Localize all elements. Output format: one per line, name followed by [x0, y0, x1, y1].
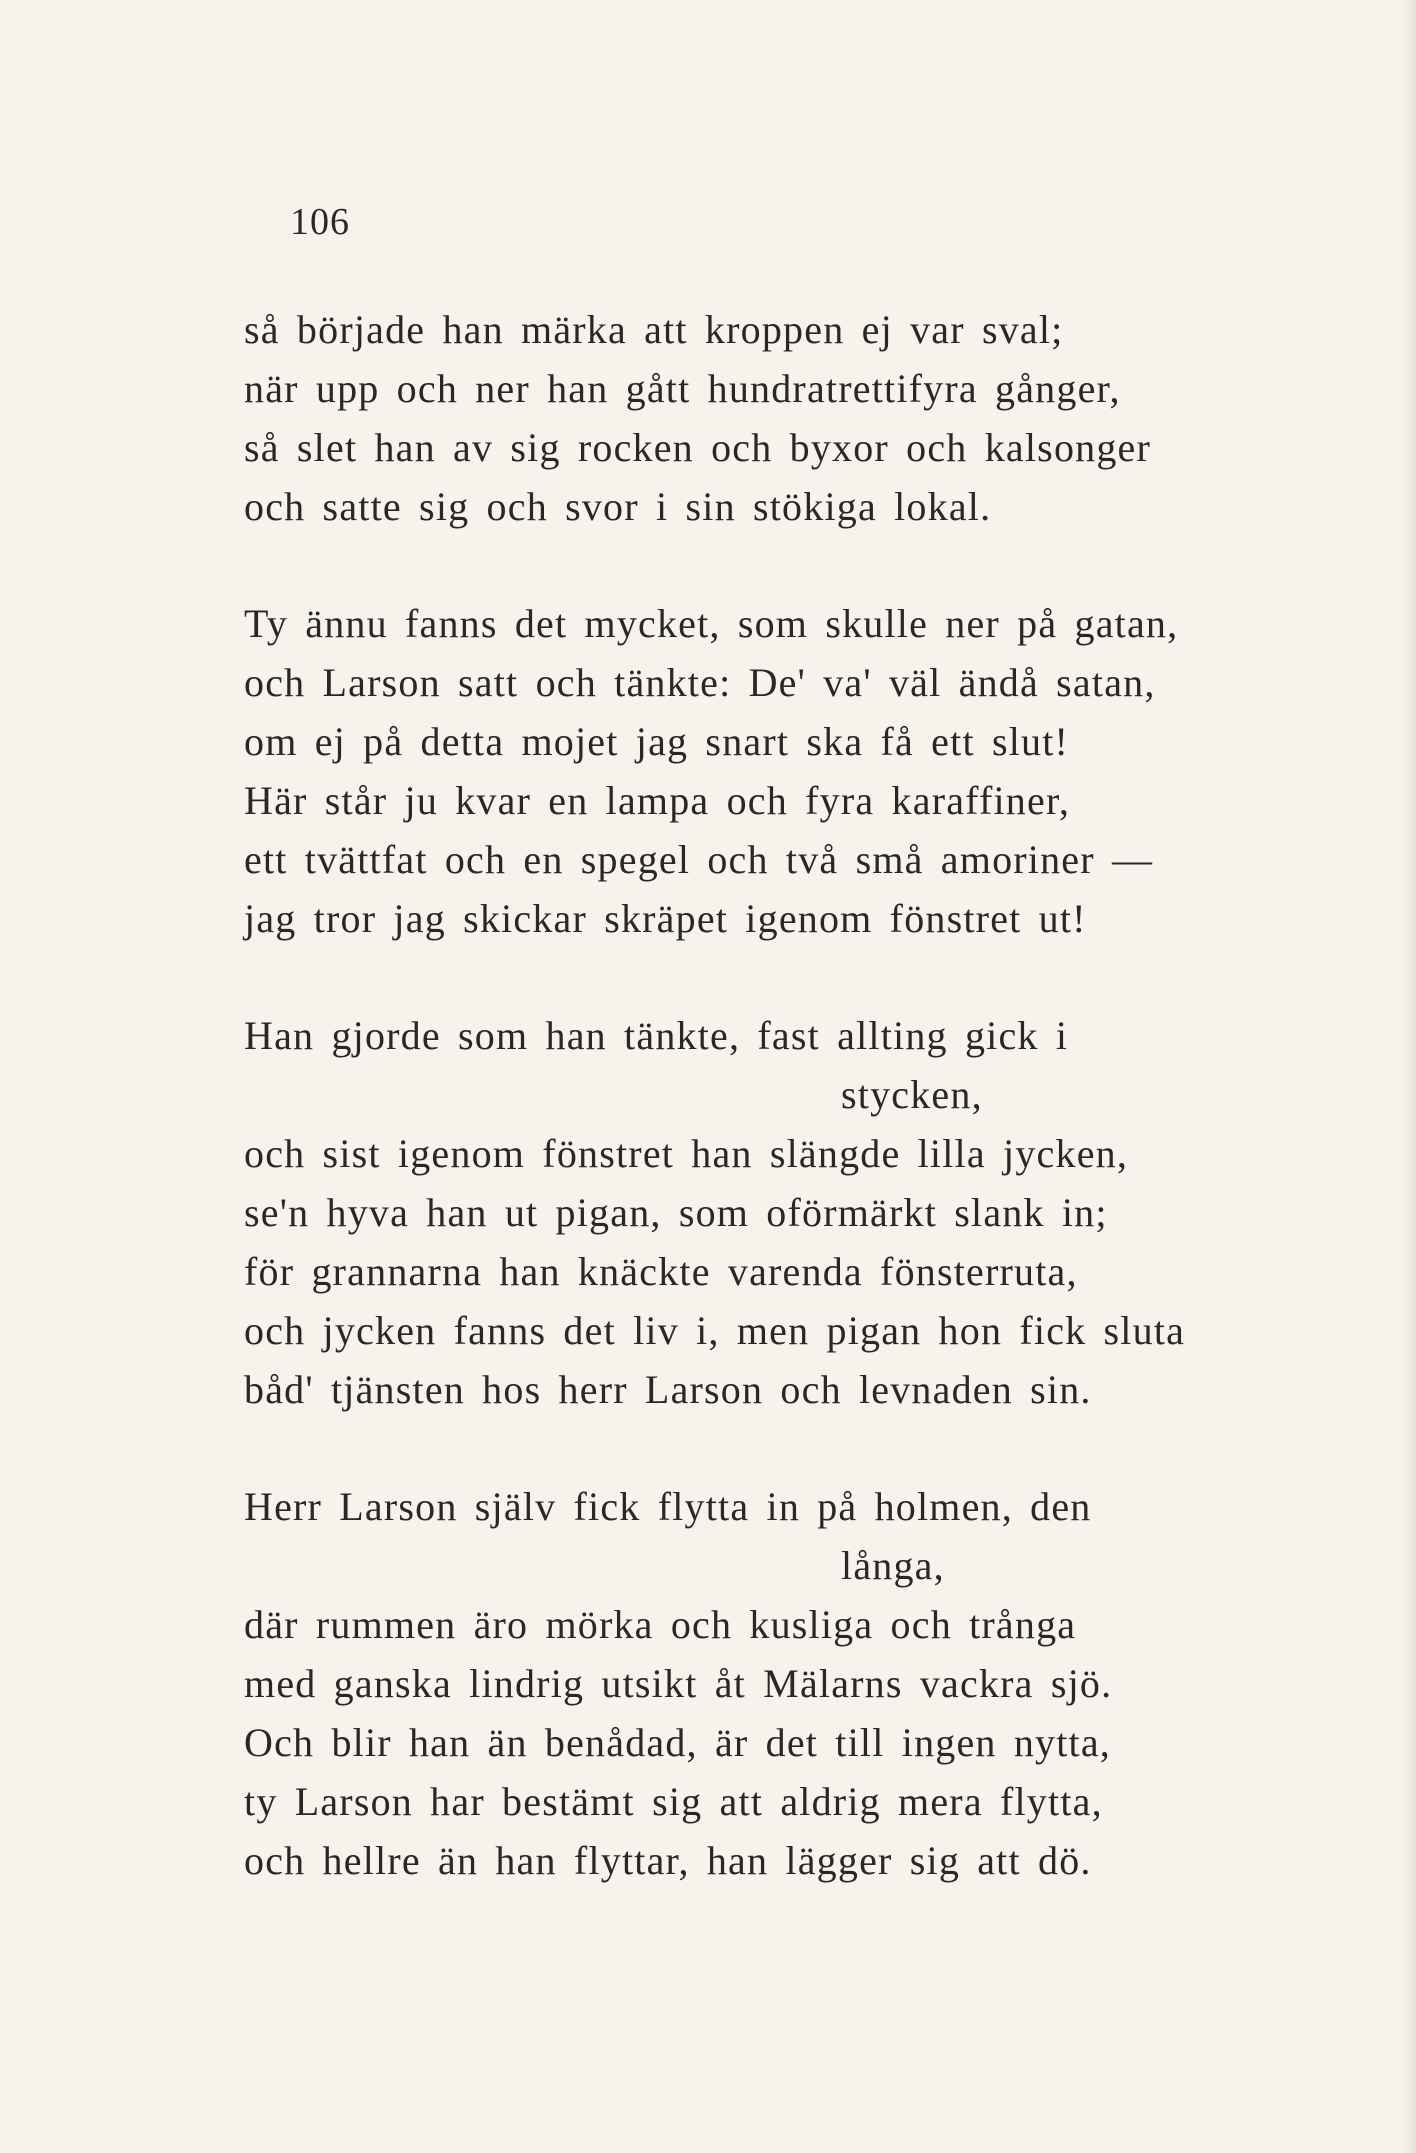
poem-line: med ganska lindrig utsikt åt Mälarns vackra sjö.: [244, 1661, 1113, 1706]
poem-line: Här står ju kvar en lampa och fyra karaffiner,: [244, 778, 1071, 823]
poem-line-continuation: långa,: [841, 1543, 945, 1588]
poem-text: [244, 300, 1264, 1948]
poem-line: och sist igenom fönstret han slängde lilla jycken,: [244, 1131, 1129, 1176]
poem-line: Han gjorde som han tänkte, fast allting gick i: [244, 1013, 1069, 1058]
poem-line: ett tvättfat och en spegel och två små amoriner —: [244, 837, 1154, 882]
poem-line: båd' tjänsten hos herr Larson och levnaden sin.: [244, 1367, 1092, 1412]
poem-line: Herr Larson själv fick flytta in på holmen, den: [244, 1484, 1092, 1529]
page-edge: [1402, 0, 1416, 2153]
page-number: 106: [290, 201, 350, 243]
poem-line: och hellre än han flyttar, han lägger sig att dö.: [244, 1838, 1092, 1883]
poem-line: så började han märka att kroppen ej var sval;: [244, 307, 1064, 352]
poem-line: ty Larson har bestämt sig att aldrig mera flytta,: [244, 1779, 1103, 1824]
poem-line: jag tror jag skickar skräpet igenom fönstret ut!: [244, 896, 1087, 941]
stanza-3: [244, 1006, 1264, 1419]
poem-line: där rummen äro mörka och kusliga och trånga: [244, 1602, 1077, 1647]
poem-line: och Larson satt och tänkte: De' va' väl ändå satan,: [244, 660, 1156, 705]
poem-line: och jycken fanns det liv i, men pigan hon fick sluta: [244, 1308, 1186, 1353]
poem-line: se'n hyva han ut pigan, som oförmärkt slank in;: [244, 1190, 1108, 1235]
poem-line: så slet han av sig rocken och byxor och kalsonger: [244, 425, 1152, 470]
poem-line: Ty ännu fanns det mycket, som skulle ner på gatan,: [244, 601, 1179, 646]
poem-line: när upp och ner han gått hundratrettifyra gånger,: [244, 366, 1121, 411]
poem-line: Och blir han än benådad, är det till ingen nytta,: [244, 1720, 1111, 1765]
stanza-1: [244, 300, 1264, 536]
poem-line: för grannarna han knäckte varenda fönsterruta,: [244, 1249, 1078, 1294]
stanza-4: [244, 1477, 1264, 1890]
poem-line-continuation: stycken,: [841, 1072, 983, 1117]
poem-line: och satte sig och svor i sin stökiga lokal.: [244, 484, 992, 529]
poem-line: om ej på detta mojet jag snart ska få ett slut!: [244, 719, 1070, 764]
stanza-2: [244, 594, 1264, 948]
